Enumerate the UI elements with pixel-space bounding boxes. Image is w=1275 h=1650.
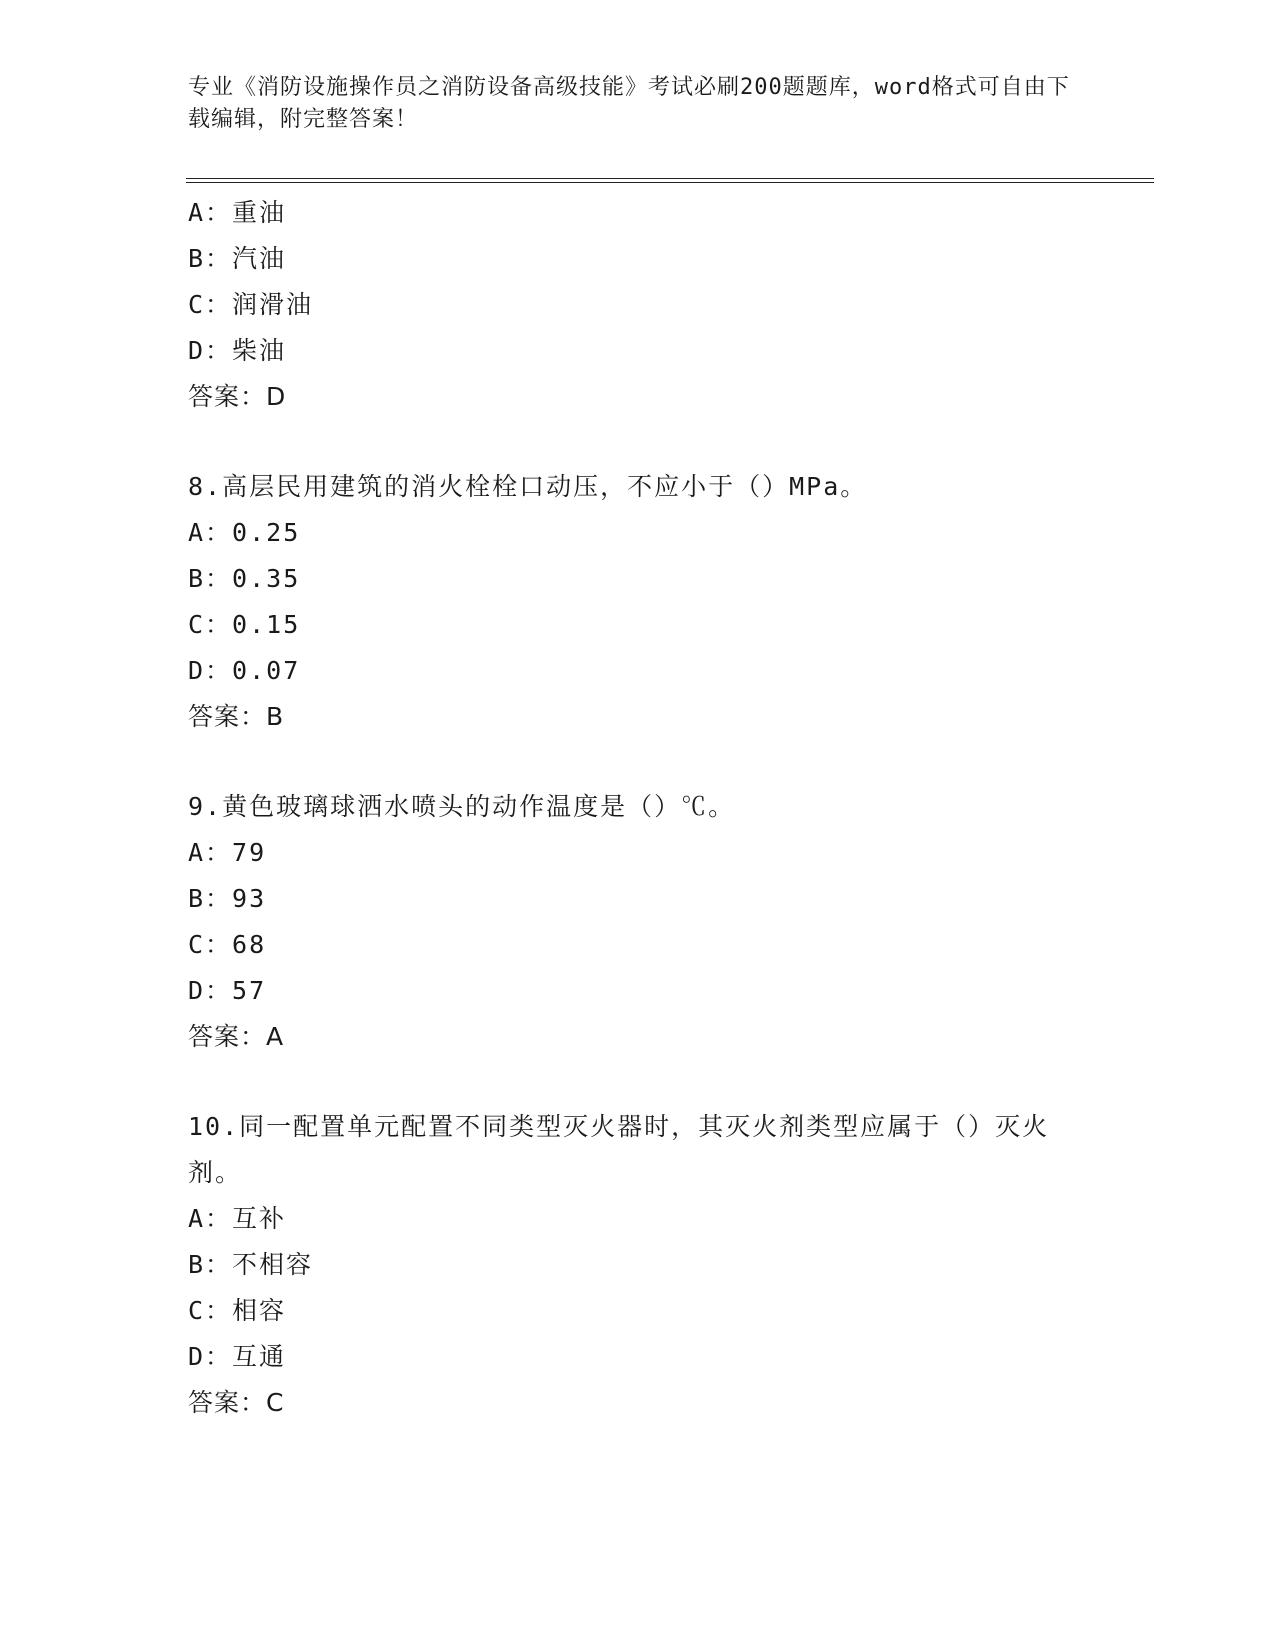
option-a: A：0.25	[188, 518, 301, 547]
option-b: B：不相容	[188, 1250, 314, 1279]
option-b: B：0.35	[188, 564, 301, 593]
answer-line: 答案：A	[188, 1022, 285, 1051]
document-header: 专业《消防设施操作员之消防设备高级技能》考试必刷200题题库，word格式可自由下载编辑，附完整答案！	[188, 75, 1070, 132]
question-stem: 10.同一配置单元配置不同类型灭火器时，其灭火剂类型应属于（）灭火剂。	[188, 1112, 1050, 1187]
option-b: B：汽油	[188, 244, 287, 273]
option-c: C：相容	[188, 1296, 287, 1325]
option-d: D：57	[188, 976, 267, 1005]
question-list	[188, 190, 1088, 1426]
option-d: D：柴油	[188, 336, 287, 365]
option-a: A：互补	[188, 1204, 287, 1233]
option-c: C：0.15	[188, 610, 301, 639]
option-b: B：93	[188, 884, 267, 913]
answer-line: 答案：C	[188, 1388, 285, 1417]
question-10	[188, 1104, 1088, 1426]
option-a: A：79	[188, 838, 267, 867]
option-c: C：68	[188, 930, 267, 959]
question-stem: 9.黄色玻璃球洒水喷头的动作温度是（）℃。	[188, 792, 736, 821]
question-8	[188, 464, 1088, 740]
option-d: D：互通	[188, 1342, 287, 1371]
question-9	[188, 784, 1088, 1060]
option-c: C：润滑油	[188, 290, 314, 319]
header-divider	[186, 178, 1154, 183]
answer-line: 答案：D	[188, 382, 287, 411]
option-a: A：重油	[188, 198, 287, 227]
question-7-partial	[188, 190, 1088, 420]
answer-line: 答案：B	[188, 702, 285, 731]
question-stem: 8.高层民用建筑的消火栓栓口动压，不应小于（）MPa。	[188, 472, 868, 501]
option-d: D：0.07	[188, 656, 301, 685]
